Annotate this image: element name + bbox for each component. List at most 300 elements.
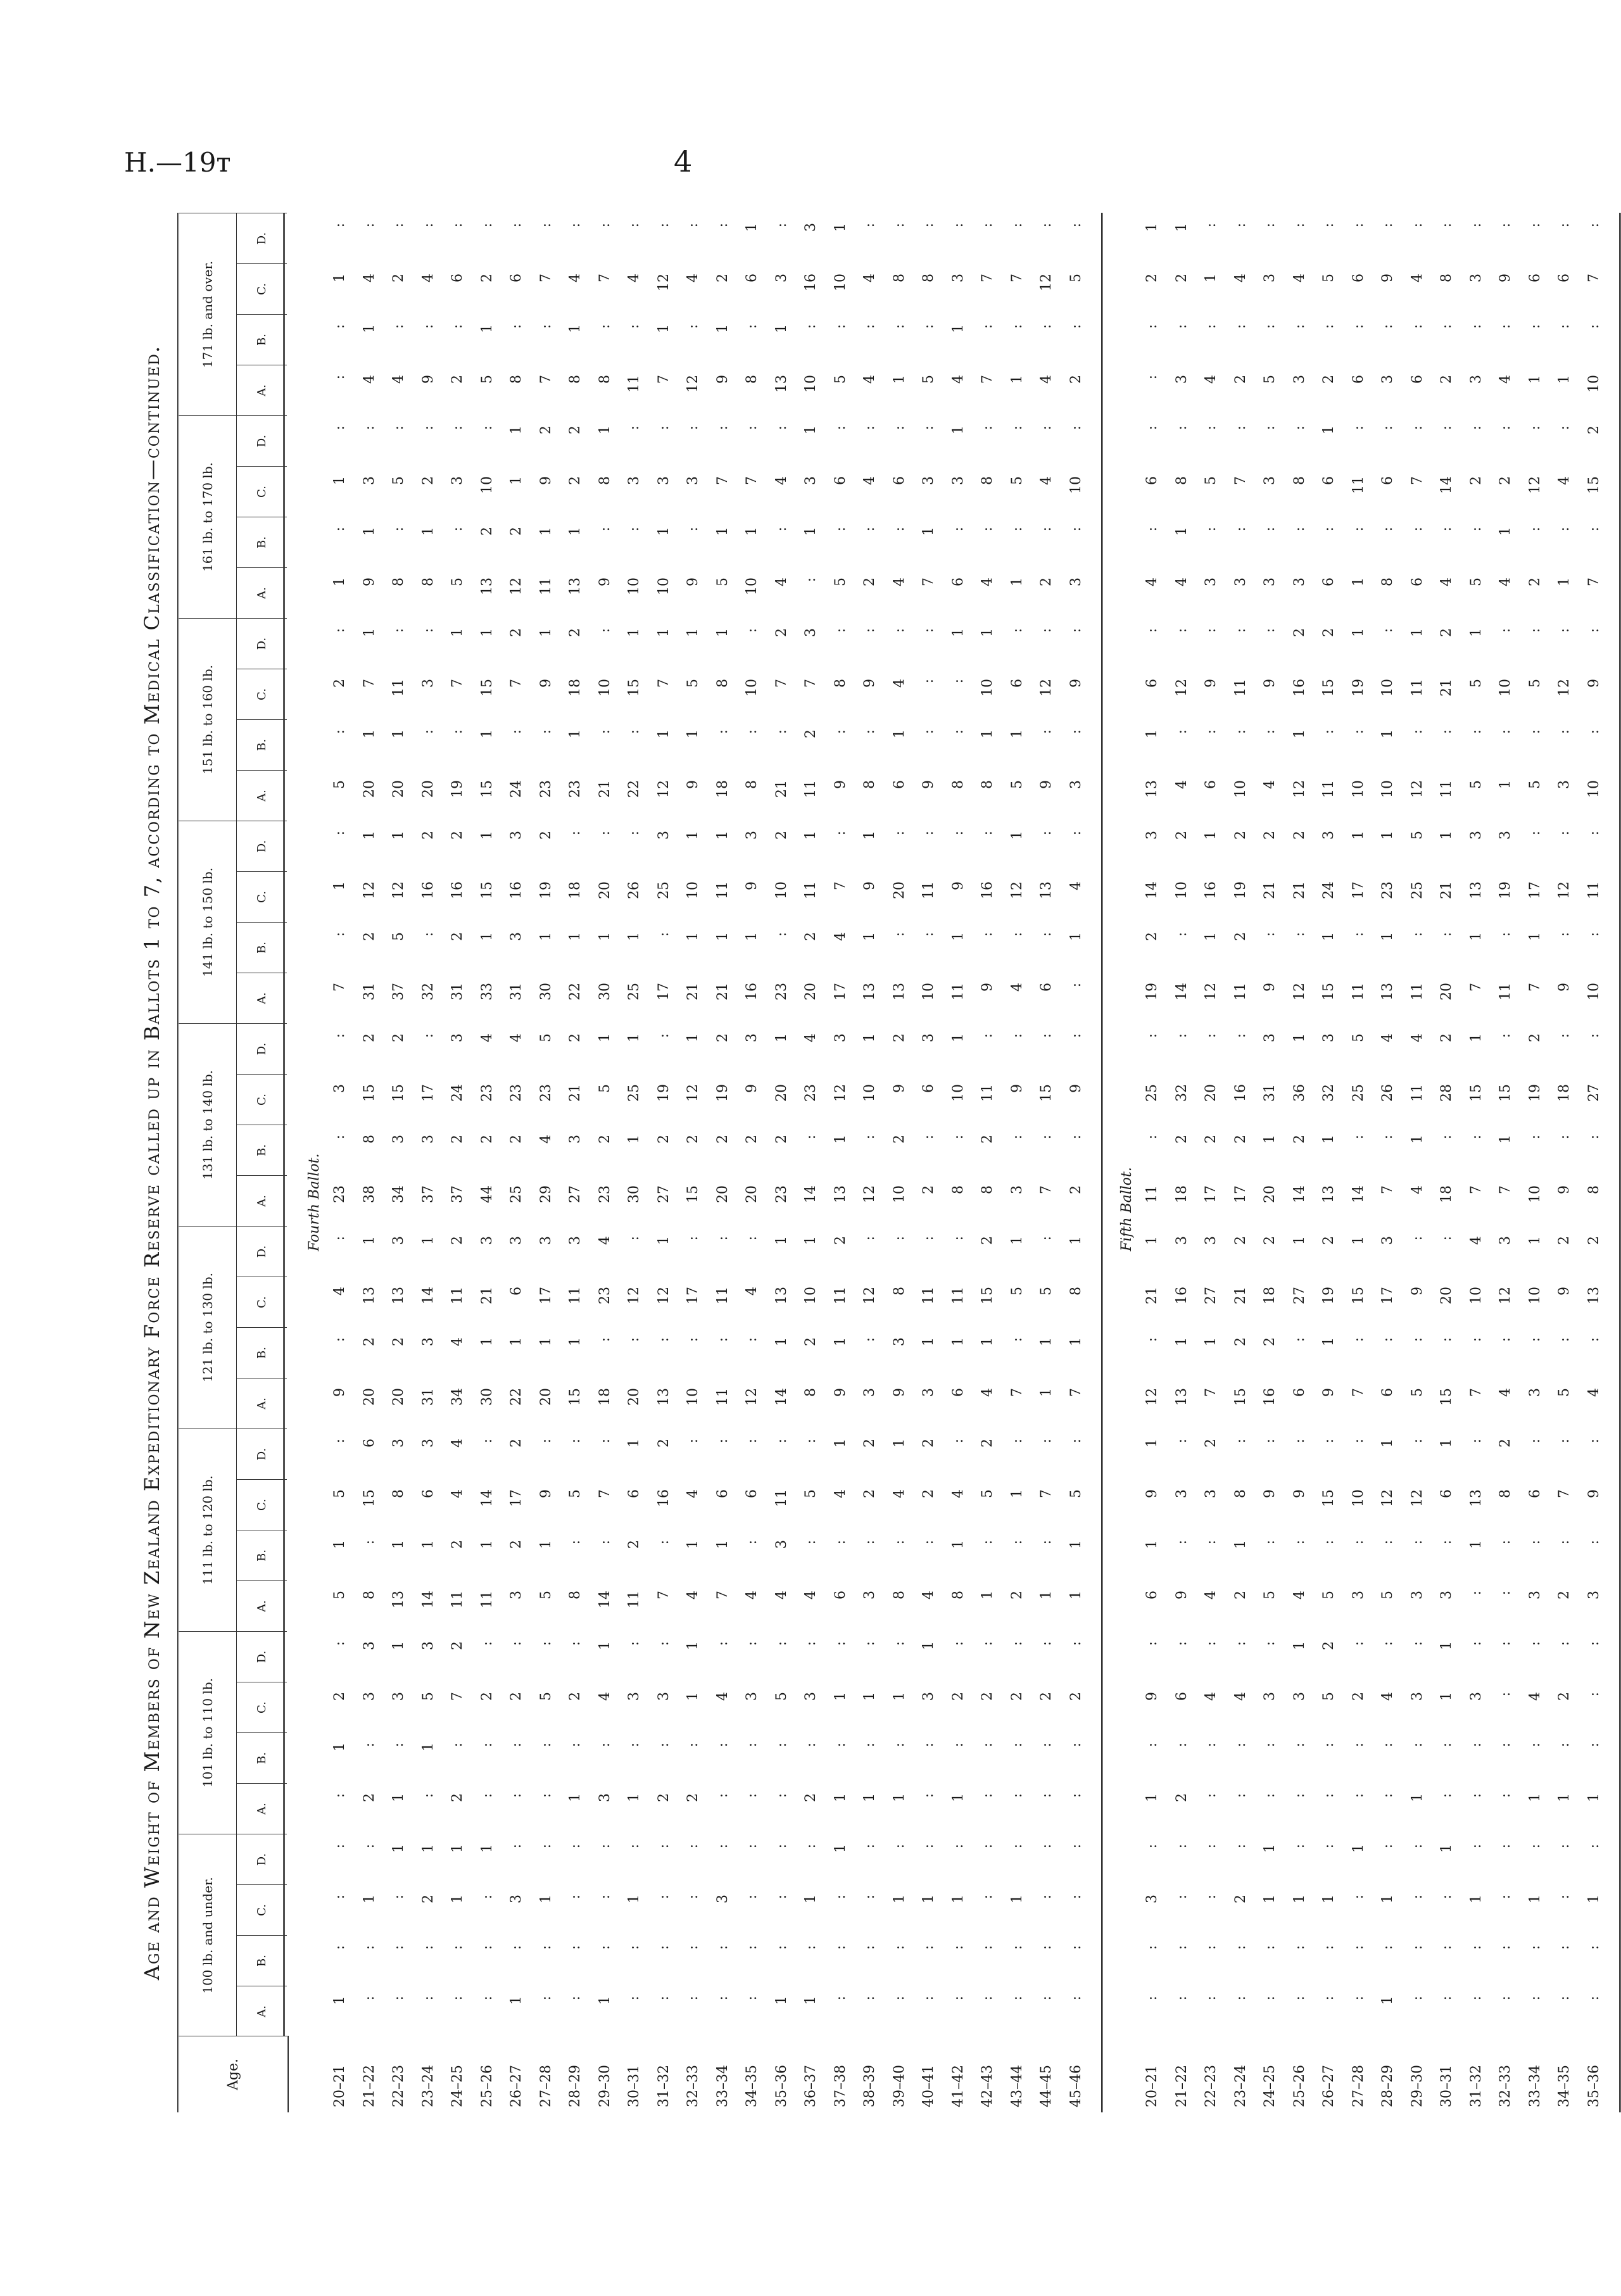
table-cell: 14 [420,1591,436,1608]
table-cell: 25 [626,1084,642,1102]
table-cell: : [1439,1540,1454,1545]
table-cell: 1 [1009,729,1025,738]
table-cell: 8 [1232,1489,1249,1498]
table-cell: 5 [596,1084,613,1093]
table-cell: : [1586,1692,1602,1697]
table-cell: 4 [450,1337,465,1346]
table-cell: 4 [1203,375,1219,384]
table-cell: : [1409,729,1425,735]
table-cell: : [538,324,554,329]
class-header: C. [236,263,287,314]
table-cell: 16 [803,274,819,291]
table-cell: 3 [596,1793,613,1802]
table-cell: : [420,1793,436,1798]
table-cell: 4 [891,1489,907,1498]
table-cell: : [1556,1641,1572,1646]
page-number: 4 [674,144,693,179]
table-cell: : [1038,527,1054,532]
table-cell: : [1409,1236,1425,1241]
table-cell: : [1380,1743,1396,1748]
table-cell: 6 [1350,274,1366,282]
table-cell: 34 [391,1185,407,1203]
table-cell: 23 [803,1084,819,1102]
table-cell: 1 [950,426,966,434]
table-cell: : [655,1337,672,1342]
table-cell: 11 [803,780,819,798]
table-cell: : [420,628,436,633]
table-cell: 8 [803,1388,819,1397]
table-cell: : [921,679,937,684]
table-cell: 1 [685,1641,701,1650]
weight-group-header [177,821,285,1023]
table-cell: : [479,1743,495,1748]
table-cell: : [1409,1844,1425,1849]
table-cell: 2 [1350,1692,1366,1701]
table-cell: : [832,1743,848,1748]
table-cell: 3 [1380,375,1396,384]
table-cell: 3 [1321,831,1337,840]
table-cell: : [567,1439,583,1444]
table-cell: : [1556,1743,1572,1748]
table-cell: 1 [803,1996,819,2005]
table-cell: : [1556,628,1572,633]
table-cell: 5 [803,1489,819,1498]
table-cell: 24 [508,780,524,798]
table-cell: : [538,1641,554,1646]
table-cell: 4 [1068,881,1084,890]
table-cell: : [626,1337,642,1342]
table-cell: 1 [862,932,878,941]
table-cell: 2 [891,1135,907,1144]
age-cell: 22–23 [1203,2065,1219,2107]
table-cell: 11 [714,1287,731,1304]
table-cell: 5 [1262,1591,1278,1599]
table-cell: : [538,1996,554,2001]
table-cell: : [479,1895,495,1900]
table-cell: 7 [803,679,819,688]
table-cell: : [1038,1439,1054,1444]
table-cell: 1 [803,831,819,840]
table-cell: : [596,1945,613,1950]
table-cell: : [538,223,554,228]
table-cell: 8 [1586,1185,1602,1194]
class-header: B. [236,314,287,365]
table-cell: 1 [803,426,819,434]
table-cell: 2 [1173,1135,1190,1144]
table-cell: : [1468,1135,1484,1140]
table-cell: : [980,1793,995,1798]
table-cell: 12 [1498,1287,1513,1304]
table-cell: 1 [1586,1895,1602,1903]
table-cell: 24 [450,1084,465,1102]
table-cell: 5 [1468,577,1484,586]
table-cell: 1 [891,375,907,384]
table-cell: : [391,426,407,431]
table-cell: 4 [744,1287,760,1296]
table-cell: : [1232,426,1249,431]
table-cell: 6 [361,1439,377,1448]
table-cell: : [980,1895,995,1900]
age-cell: 44–45 [1038,2065,1054,2107]
table-cell: 5 [391,476,407,485]
table-cell: 12 [1173,679,1190,697]
table-cell: 12 [862,1287,878,1304]
table-cell: 3 [773,1540,790,1549]
table-cell: 10 [685,1388,701,1406]
table-cell: : [1556,831,1572,836]
table-cell: : [773,1743,790,1748]
table-cell: 32 [420,983,436,1000]
table-cell: 1 [361,831,377,840]
table-cell: : [1468,1844,1484,1849]
table-cell: 1 [832,1844,848,1853]
table-cell: : [803,1540,819,1545]
ballot-section-label: Fourth Ballot. [306,1153,322,1251]
table-cell: : [538,1844,554,1849]
table-cell: : [1439,223,1454,228]
table-cell: : [1009,932,1025,937]
age-cell: 36–37 [803,2065,819,2107]
table-cell: 2 [862,1489,878,1498]
table-cell: : [744,1844,760,1849]
table-cell: 20 [626,1388,642,1406]
table-cell: 2 [1498,476,1513,485]
table-cell: : [1173,1895,1190,1900]
table-cell: 3 [921,476,937,485]
table-cell: 4 [1291,274,1308,282]
table-cell: 6 [832,476,848,485]
table-cell: 2 [655,1135,672,1144]
table-cell: : [391,1945,407,1950]
table-cell: : [1409,1945,1425,1950]
class-header: C. [236,669,287,719]
table-cell: 1 [1009,1489,1025,1498]
table-cell: 16 [1232,1084,1249,1102]
table-cell: : [744,1641,760,1646]
table-cell: : [1321,1844,1337,1849]
table-cell: 9 [538,679,554,688]
table-cell: : [1203,729,1219,735]
table-cell: : [891,1540,907,1545]
table-cell: : [1291,426,1308,431]
table-cell: 1 [1439,1439,1454,1448]
table-cell: 17 [1232,1185,1249,1203]
table-cell: 2 [1232,375,1249,384]
table-cell: : [1498,324,1513,329]
table-cell: : [1586,1540,1602,1545]
table-cell: 20 [1203,1084,1219,1102]
table-cell: 7 [538,274,554,282]
table-cell: : [1409,1540,1425,1545]
table-cell: 9 [1262,679,1278,688]
table-cell: 9 [420,375,436,384]
table-cell: 21 [1232,1287,1249,1304]
table-cell: 6 [1291,1388,1308,1397]
table-cell: : [596,1895,613,1900]
table-cell: 20 [391,780,407,798]
table-cell: : [1291,1439,1308,1444]
weight-group-label: 161 lb. to 170 lb. [179,416,237,618]
table-cell: 19 [538,881,554,899]
table-cell: 16 [655,1489,672,1507]
table-cell: : [420,1945,436,1950]
table-cell: 1 [1439,1844,1454,1853]
table-cell: : [1527,1135,1543,1140]
table-cell: 1 [1203,932,1219,941]
table-cell: 20 [891,881,907,899]
table-cell: : [891,1236,907,1241]
table-cell: 3 [803,223,819,232]
table-cell: 1 [980,1337,995,1346]
table-cell: 10 [1173,881,1190,899]
table-cell: : [1498,1692,1513,1697]
table-cell: 9 [1203,679,1219,688]
table-cell: 3 [626,476,642,485]
table-cell: : [1038,1033,1054,1038]
class-header: B. [236,719,287,770]
table-cell: 7 [1009,274,1025,282]
table-cell: : [1262,628,1278,633]
table-cell: 16 [420,881,436,899]
table-cell: 1 [332,1743,348,1751]
table-cell: 8 [1498,1489,1513,1498]
table-cell: 1 [1380,1895,1396,1903]
table-cell: : [1068,831,1084,836]
table-cell: 12 [1409,1489,1425,1507]
table-cell: : [1203,1895,1219,1900]
table-cell: : [803,1439,819,1444]
table-cell: 9 [685,577,701,586]
age-cell: 24–25 [450,2065,465,2107]
table-cell: 1 [685,628,701,637]
table-cell: 2 [1232,1337,1249,1346]
table-cell: 3 [1556,780,1572,789]
table-cell: : [1038,1793,1054,1798]
table-cell: 2 [567,628,583,637]
table-cell: 7 [508,679,524,688]
table-cell: 1 [1527,932,1543,941]
table-cell: 3 [744,831,760,840]
table-cell: : [1173,1844,1190,1849]
table-cell: 1 [1556,1793,1572,1802]
table-cell: 17 [1350,881,1366,899]
table-cell: 10 [1586,780,1602,798]
table-cell: 1 [980,729,995,738]
table-cell: 2 [508,1540,524,1549]
table-cell: 3 [950,476,966,485]
table-cell: : [596,1439,613,1444]
table-cell: 2 [508,1439,524,1448]
table-cell: 6 [1144,476,1160,485]
table-cell: 2 [420,831,436,840]
table-cell: : [773,1793,790,1798]
class-header: D. [236,1023,287,1074]
table-cell: 5 [567,1489,583,1498]
table-cell: : [626,1236,642,1241]
weight-group-header [177,1834,285,2036]
table-cell: : [1556,1337,1572,1342]
table-cell: 4 [1409,274,1425,282]
table-cell: 11 [980,1084,995,1102]
table-cell: 6 [1144,679,1160,688]
table-cell: 1 [1291,729,1308,738]
table-cell: 5 [1468,780,1484,789]
table-cell: 10 [626,577,642,595]
table-cell: 2 [1556,1591,1572,1599]
table-cell: : [1038,1996,1054,2001]
table-cell: 2 [508,628,524,637]
table-cell: 21 [773,780,790,798]
table-cell: 1 [921,1641,937,1650]
table-cell: : [1009,1033,1025,1038]
table-cell: 22 [567,983,583,1000]
table-cell: : [508,223,524,228]
table-cell: 4 [1038,476,1054,485]
class-header: A. [236,973,287,1023]
table-cell: 2 [479,527,495,536]
table-cell: : [1291,1337,1308,1342]
table-cell: 7 [332,983,348,992]
table-cell: 9 [950,881,966,890]
table-cell: : [1038,1236,1054,1241]
table-cell: : [773,1439,790,1444]
table-cell: 3 [508,831,524,840]
table-cell: 4 [361,375,377,384]
table-cell: : [1232,1996,1249,2001]
table-cell: : [832,729,848,735]
table-cell: 5 [1527,679,1543,688]
table-cell: : [1203,223,1219,228]
table-cell: 4 [626,274,642,282]
table-cell: 13 [773,375,790,393]
table-cell: 4 [832,932,848,941]
table-cell: : [596,1844,613,1849]
table-cell: : [538,1945,554,1950]
table-cell: 7 [596,274,613,282]
table-cell: 17 [685,1287,701,1304]
table-cell: : [1409,1337,1425,1342]
table-cell: : [1144,628,1160,633]
table-cell: 4 [450,1489,465,1498]
table-cell: 4 [803,1591,819,1599]
table-cell: 2 [1527,577,1543,586]
table-cell: 11 [1144,1185,1160,1203]
table-cell: 1 [1468,1540,1484,1549]
table-cell: 6 [1527,274,1543,282]
table-cell: 2 [714,1033,731,1042]
table-cell: 1 [538,932,554,941]
table-cell: 9 [891,1084,907,1093]
table-cell: 23 [567,780,583,798]
table-cell: 10 [1380,780,1396,798]
table-cell: 5 [1068,274,1084,282]
table-cell: : [1350,1135,1366,1140]
table-cell: 1 [832,1793,848,1802]
table-cell: : [921,324,937,329]
table-cell: 4 [1409,1033,1425,1042]
table-cell: 4 [773,476,790,485]
table-cell: 2 [596,1135,613,1144]
table-cell: 2 [1144,932,1160,941]
table-cell: 1 [1380,831,1396,840]
table-cell: : [980,831,995,836]
table-cell: : [1468,1793,1484,1798]
table-cell: 5 [391,932,407,941]
table-cell: 3 [420,1135,436,1144]
table-cell: 1 [714,324,731,333]
table-cell: 7 [450,1692,465,1701]
table-cell: : [332,1135,348,1140]
table-cell: 2 [862,1439,878,1448]
age-cell: 31–32 [1468,2065,1484,2107]
table-cell: : [1586,1135,1602,1140]
table-cell: : [1232,1033,1249,1038]
table-cell: : [1556,1895,1572,1900]
table-cell: 3 [1527,1388,1543,1397]
table-cell: 4 [1232,274,1249,282]
table-cell: 1 [950,1540,966,1549]
age-cell: 40–41 [921,2065,937,2107]
table-cell: 12 [1038,274,1054,291]
table-cell: 12 [1291,780,1308,798]
table-cell: 36 [1291,1084,1308,1102]
table-cell: 1 [567,1337,583,1346]
table-cell: 1 [596,1033,613,1042]
table-cell: 16 [1262,1388,1278,1406]
table-cell: : [1586,223,1602,228]
table-cell: 37 [391,983,407,1000]
table-cell: 14 [596,1591,613,1608]
table-cell: : [1068,223,1084,228]
table-cell: 6 [1321,476,1337,485]
table-cell: 30 [596,983,613,1000]
table-cell: : [1321,1743,1337,1748]
table-cell: 11 [950,1287,966,1304]
table-cell: 10 [803,375,819,393]
table-cell: 12 [1009,881,1025,899]
table-cell: : [980,223,995,228]
table-cell: 15 [1321,1489,1337,1507]
table-cell: : [714,1996,731,2001]
table-cell: : [596,1337,613,1342]
table-cell: 1 [450,1895,465,1903]
table-cell: : [862,1743,878,1748]
class-header: C. [236,466,287,517]
table-cell: 1 [596,1996,613,2005]
table-cell: 1 [891,1692,907,1701]
table-cell: 3 [1262,1033,1278,1042]
table-cell: 1 [1291,1236,1308,1245]
table-cell: 11 [714,881,731,899]
table-cell: : [1232,1844,1249,1849]
table-cell: 7 [538,375,554,384]
table-cell: : [1232,1439,1249,1444]
table-cell: 4 [773,577,790,586]
table-cell: : [596,831,613,836]
table-cell: : [450,426,465,431]
table-cell: 2 [1068,375,1084,384]
table-cell: : [332,1337,348,1342]
table-cell: 3 [714,1895,731,1903]
weight-group-label: 171 lb. and over. [179,213,237,415]
table-cell: 1 [950,1895,966,1903]
table-cell: : [1350,1996,1366,2001]
table-cell: 1 [744,527,760,536]
table-cell: 1 [1232,1540,1249,1549]
table-cell: 3 [567,1135,583,1144]
table-cell: 9 [1586,679,1602,688]
table-cell: 2 [1262,1236,1278,1245]
